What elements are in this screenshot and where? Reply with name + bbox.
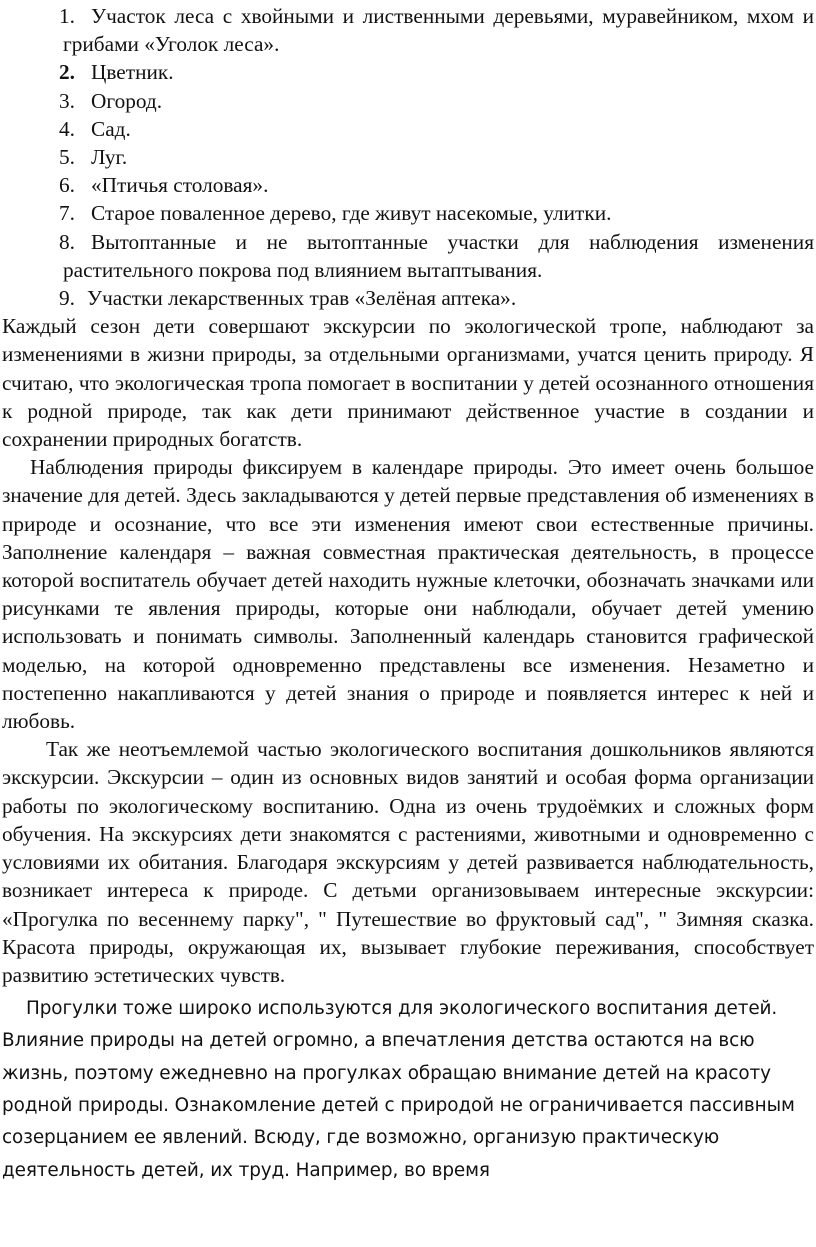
list-item-number: 1. bbox=[59, 4, 75, 28]
list-item-number: 2. bbox=[59, 60, 75, 85]
list-item-number: 8. bbox=[59, 229, 75, 254]
list-item bbox=[2, 171, 814, 199]
list-item-number: 9. bbox=[59, 286, 75, 311]
list-item bbox=[2, 115, 814, 143]
list-item-number: 3. bbox=[59, 88, 75, 113]
list-item-number: 5. bbox=[59, 145, 75, 170]
list-item-text: Вытоптанные и не вытоптанные участки для наблюдения изменения растительного покрова под влиянием вытаптывания. bbox=[63, 229, 814, 282]
list-item-number: 7. bbox=[59, 201, 75, 226]
list-item-text: Старое поваленное дерево, где живут насекомые, улитки. bbox=[91, 201, 612, 226]
list-item bbox=[2, 2, 814, 58]
list-item bbox=[2, 87, 814, 115]
paragraph-nature-calendar: Наблюдения природы фиксируем в календаре природы. Это имеет очень большое значение для детей. Здесь закладываются у детей первые представления об изменениях в природе и осознание, что все эти изменения имеют свои естественные причины. Заполнение календаря – важная совместная практическая деятельность, в процессе которой воспитатель обучает детей находить нужные клеточки, обозначать значками или рисунками те явления природы, которые они наблюдали, обучает детей умению использовать и понимать символы. Заполненный календарь становится графической моделью, на которой одновременно представлены все изменения. Незаметно и постепенно накапливаются у детей знания о природе и появляется интерес к ней и любовь. bbox=[2, 455, 814, 734]
list-item-text: Цветник. bbox=[91, 60, 174, 85]
list-item-text: Участок леса с хвойными и лиственными деревьями, муравейником, мхом и грибами «Уголок леса». bbox=[63, 4, 814, 57]
list-item-text: Участки лекарственных трав «Зелёная аптека». bbox=[87, 286, 517, 311]
list-item-number: 4. bbox=[59, 116, 75, 141]
trail-stations-list bbox=[2, 2, 814, 312]
list-item-text: Огород. bbox=[91, 88, 163, 113]
paragraph-eco-trail: Каждый сезон дети совершают экскурсии по экологической тропе, наблюдают за изменениями в жизни природы, за отдельными организмами, учатся ценить природу. Я считаю, что экологическая тропа помогает в воспитании у детей осознанного отношения к родной природе, так как дети принимают действенное участие в создании и сохранении природных богатств. bbox=[2, 314, 814, 452]
list-item-text: Сад. bbox=[91, 116, 131, 141]
list-item bbox=[2, 284, 814, 312]
paragraph-excursions: Так же неотъемлемой частью экологического воспитания дошкольников являются экскурсии. Экскурсии – один из основных видов занятий и особая форма организации работы по экологическому воспитанию. Одна из очень трудоёмких и сложных форм обучения. На экскурсиях дети знакомятся с растениями, животными и одновременно с условиями их обитания. Благодаря экскурсиям у детей развивается наблюдательность, возникает интереса к природе. С детьми организовываем интересные экскурсии: «Прогулка по весеннему парку", " Путешествие во фруктовый сад", " Зимняя сказка. Красота природы, окружающая их, вызывает глубокие переживания, способствует развитию эстетических чувств. bbox=[2, 737, 814, 987]
list-item bbox=[2, 228, 814, 284]
list-item-text: Луг. bbox=[91, 145, 128, 170]
paragraph-walks: Прогулки тоже широко используются для экологического воспитания детей. Влияние природы на детей огромно, а впечатления детства остаются на всю жизнь, поэтому ежедневно на прогулках обращаю внимание детей на красоту родной природы. Ознакомление детей с природой не ограничивается пассивным созерцанием ее явлений. Всюду, где возможно, организую практическую деятельность детей, их труд. Например, во время bbox=[2, 998, 795, 1181]
list-item-number: 6. bbox=[59, 173, 75, 198]
list-item bbox=[2, 199, 814, 227]
list-item bbox=[2, 143, 814, 171]
list-item bbox=[2, 58, 814, 86]
list-item-text: «Птичья столовая». bbox=[91, 173, 269, 198]
